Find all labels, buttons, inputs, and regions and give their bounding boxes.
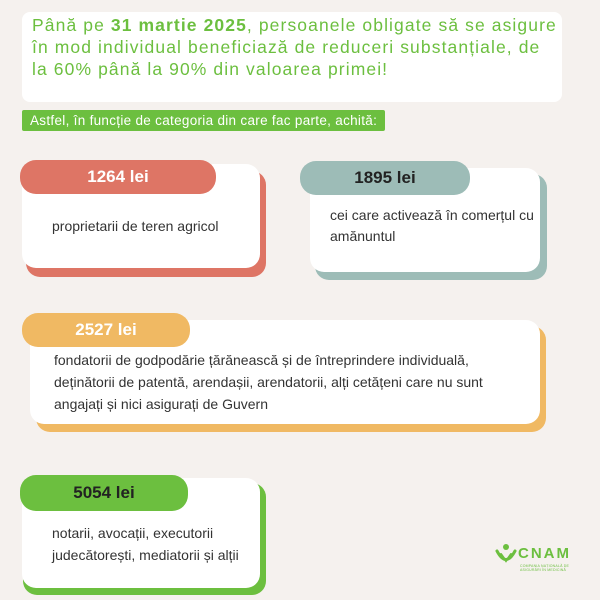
price-tag: 5054 lei bbox=[20, 475, 188, 511]
card-description: notarii, avocații, executorii judecătorești, mediatorii și alții bbox=[52, 525, 239, 563]
price-tag: 1264 lei bbox=[20, 160, 216, 194]
intro-text: Până pe 31 martie 2025, persoanele obligate să se asigure în mod individual beneficiază de reduceri substanțiale, de la 60% până la 90% din valoarea primei! bbox=[32, 15, 557, 79]
card-description: proprietarii de teren agricol bbox=[52, 218, 219, 234]
price-tag: 2527 lei bbox=[22, 313, 190, 347]
logo-name: CNAM bbox=[518, 545, 571, 562]
cnam-logo-icon bbox=[494, 542, 518, 568]
subheading: Astfel, în funcție de categoria din care fac parte, achită: bbox=[22, 110, 385, 131]
logo-subtitle: COMPANIA NAȚIONALĂ DE ASIGURĂRI ÎN MEDICINĂ bbox=[520, 564, 570, 572]
card-description: fondatorii de godpodărie țărănească și de întreprindere individuală, deținătorii de patentă, arendașii, arendatorii, alți cetățeni care nu sunt angajați și nici asigurați de Guvern bbox=[54, 352, 483, 412]
card-description: cei care activează în comerțul cu amănuntul bbox=[330, 207, 534, 244]
price-tag: 1895 lei bbox=[300, 161, 470, 195]
cnam-logo bbox=[494, 540, 574, 580]
deadline-date: 31 martie 2025 bbox=[110, 15, 247, 35]
